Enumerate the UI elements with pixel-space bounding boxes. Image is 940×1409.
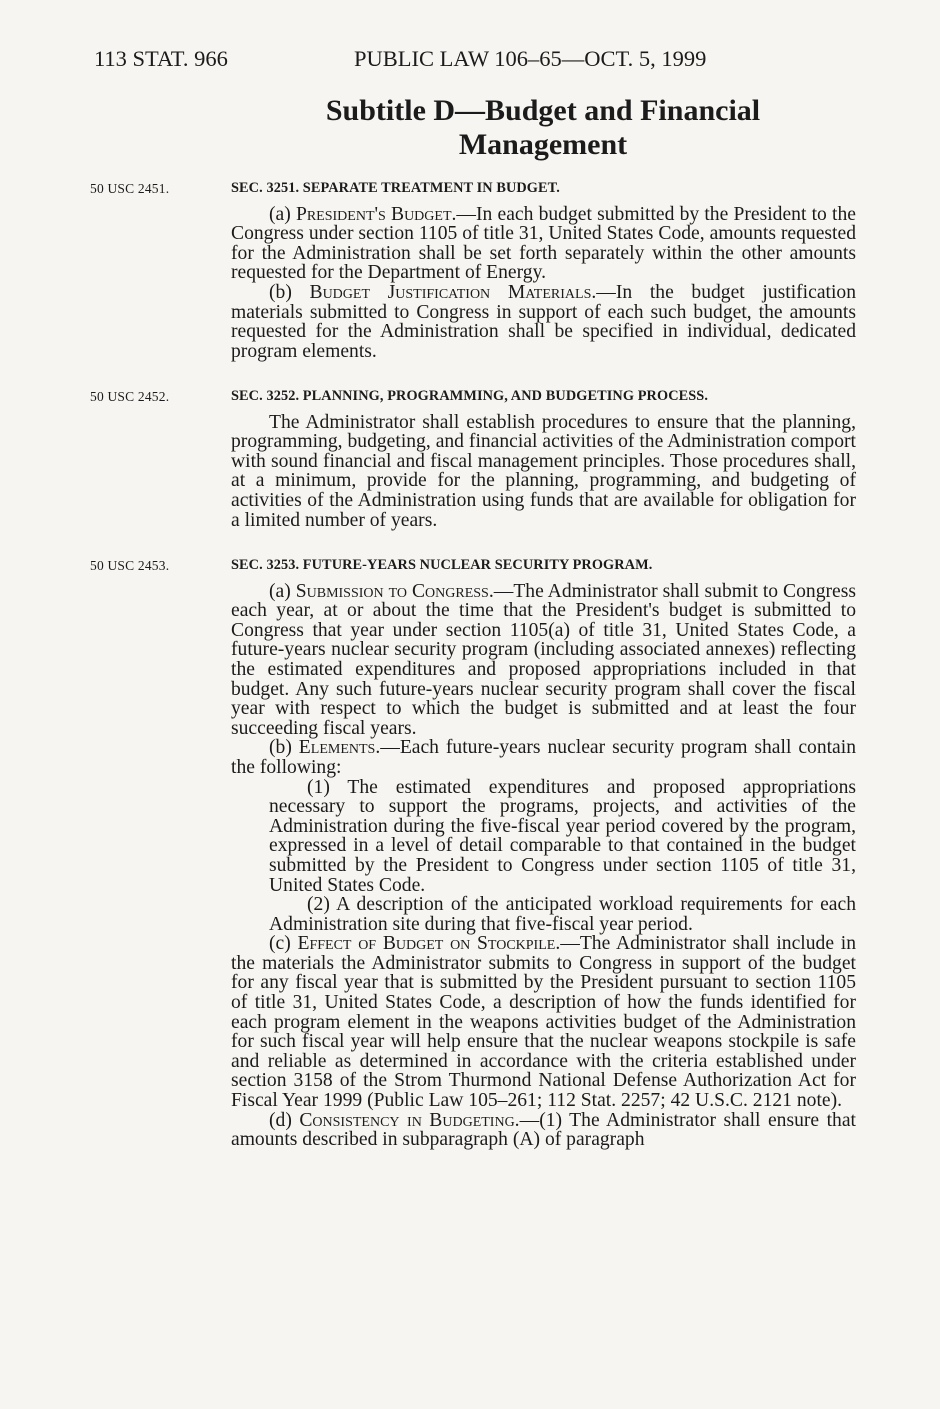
paragraph-b <box>231 738 856 777</box>
para-caption: Effect of Budget on Stockpile. <box>297 933 561 955</box>
statute-citation: 113 STAT. 966 <box>94 46 228 71</box>
section-3251 <box>231 179 856 361</box>
paragraph-d <box>231 1111 856 1150</box>
para-caption: President's Budget. <box>295 203 457 225</box>
section-heading: SEC. 3253. FUTURE-YEARS NUCLEAR SECURITY PROGRAM. <box>231 557 653 573</box>
subtitle-line-2: Management <box>458 128 628 161</box>
section-body: The Administrator shall establish procedures to ensure that the planning, programming, budgeting, and financial activities of the Administration comport with sound financial and fiscal management principles. Those procedures shall, at a minimum, provide for the planning, programming, and budgeting of activities of the Administration using funds that are available for obligation for a limited number of years. <box>231 411 856 531</box>
page-header <box>94 46 900 80</box>
para-caption: Submission to Congress. <box>295 580 494 602</box>
margin-note-2452: 50 USC 2452. <box>90 389 170 404</box>
para-text: —The Administrator shall submit to Congress each year, at or about the time that the President's budget is submitted to Congress that year under section 1105(a) of title 31, United States Code, a future-years nuclear security program (including associated annexes) reflecting the estimated expenditures and proposed appropriations included in that budget. Any such future-years nuclear security program shall cover the fiscal year with respect to which the budget is submitted and at least the four succeeding fiscal years. <box>231 580 856 739</box>
para-caption: Consistency in Budgeting. <box>299 1109 520 1131</box>
para-label: (b) <box>269 737 299 759</box>
section-heading: SEC. 3251. SEPARATE TREATMENT IN BUDGET. <box>231 180 560 196</box>
paragraph-b-2: (2) A description of the anticipated workload requirements for each Administration site during that five-fiscal year period. <box>269 894 856 935</box>
margin-note-2453: 50 USC 2453. <box>90 558 170 573</box>
para-text: —In each budget submitted by the President to the Congress under section 1105 of title 31, United States Code, amounts requested for the Administration shall be set forth separately within the other amounts requested for the Department of Energy. <box>231 203 856 284</box>
para-text: —(1) The Administrator shall ensure that amounts described in subparagraph (A) of paragraph <box>231 1109 856 1151</box>
para-text: —In the budget justification materials submitted to Congress in support of each such budget, the amounts requested for the Administration shall be specified in individual, dedicated program elements. <box>231 281 856 362</box>
section-3253 <box>231 556 856 1150</box>
paragraph-c <box>231 934 856 1110</box>
para-caption: Budget Justification Materials. <box>309 281 597 303</box>
section-3252 <box>231 387 856 530</box>
para-label: (c) <box>269 933 298 955</box>
subtitle-heading <box>230 94 856 162</box>
paragraph-a <box>231 205 856 283</box>
para-label: (a) <box>269 203 296 225</box>
para-caption: Elements. <box>298 737 381 759</box>
para-label: (d) <box>269 1109 300 1131</box>
para-text: —The Administrator shall include in the materials the Administrator submits to Congress in support of the budget for any fiscal year that is submitted by the President pursuant to section 1105 of title 31, United States Code, a description of how the funds identified for each program element in the weapons activities budget of the Administration for such fiscal year will help ensure that the nuclear weapons stockpile is safe and reliable as determined in accordance with the criteria established under section 3158 of the Strom Thurmond National Defense Authorization Act for Fiscal Year 1999 (Public Law 105–261; 112 Stat. 2257; 42 U.S.C. 2121 note). <box>231 933 856 1112</box>
running-head: PUBLIC LAW 106–65—OCT. 5, 1999 <box>354 46 707 71</box>
para-label: (a) <box>269 580 296 602</box>
para-label: (b) <box>269 281 310 303</box>
paragraph-b <box>231 283 856 361</box>
para-text: —Each future-years nuclear security program shall contain the following: <box>231 737 856 778</box>
paragraph-a <box>231 582 856 739</box>
subtitle-line-1: Subtitle D—Budget and Financial <box>325 94 761 127</box>
margin-note-2451: 50 USC 2451. <box>90 181 170 196</box>
paragraph-b-1: (1) The estimated expenditures and proposed appropriations necessary to support the programs, projects, and activities of the Administration during the five-fiscal year period covered by the program, expressed in a level of detail comparable to that contained in the budget submitted by the President to Congress under section 1105 of title 31, United States Code. <box>269 776 856 896</box>
section-heading: SEC. 3252. PLANNING, PROGRAMMING, AND BUDGETING PROCESS. <box>231 388 709 404</box>
